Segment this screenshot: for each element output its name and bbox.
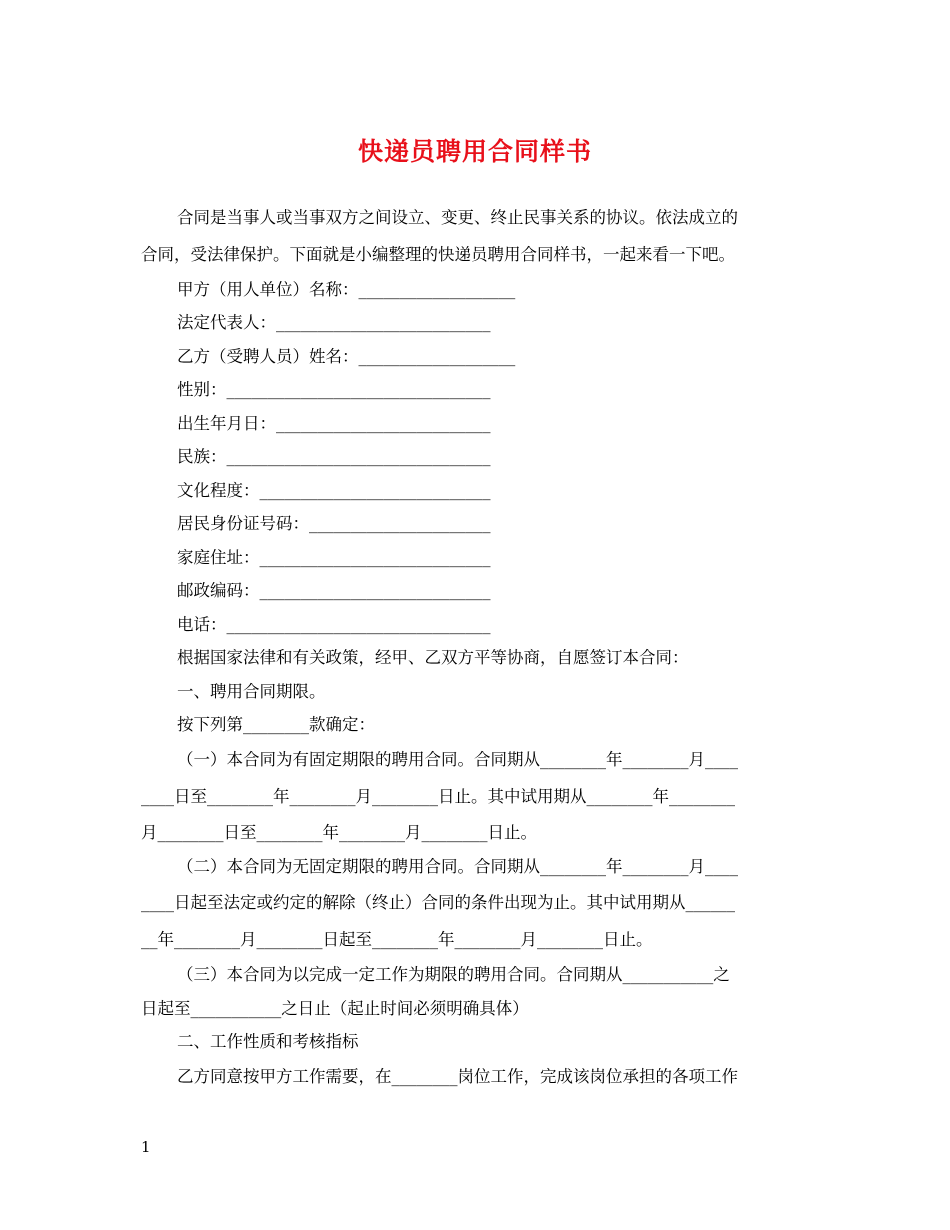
- section-heading: 一、聘用合同期限。: [177, 682, 326, 701]
- paragraph-line: 合同，受法律保护。下面就是小编整理的快递员聘用合同样书，一起来看一下吧。: [141, 245, 735, 264]
- form-field-employee-name: 乙方（受聘人员）姓名：___________________: [177, 347, 516, 366]
- form-field-gender: 性别：________________________________: [177, 380, 491, 399]
- form-field-id-number: 居民身份证号码：______________________: [177, 514, 491, 533]
- form-field-birth-date: 出生年月日：__________________________: [177, 414, 491, 433]
- paragraph-line: 合同是当事人或当事双方之间设立、变更、终止民事关系的协议。依法成立的: [177, 208, 738, 227]
- form-field-education: 文化程度：____________________________: [177, 481, 491, 500]
- form-field-legal-representative: 法定代表人：__________________________: [177, 313, 491, 332]
- paragraph-line: （二）本合同为无固定期限的聘用合同。合同期从________年________月____: [177, 857, 738, 876]
- form-field-phone: 电话：________________________________: [177, 615, 491, 634]
- paragraph-line: （一）本合同为有固定期限的聘用合同。合同期从________年________月____: [177, 750, 738, 769]
- document-title: 快递员聘用合同样书: [357, 137, 592, 166]
- paragraph-line: __年________月________日起至________年________月________日止。: [141, 930, 653, 949]
- paragraph-line: 日起至___________之日止（起止时间必须明确具体）: [141, 999, 529, 1018]
- form-field-postal-code: 邮政编码：____________________________: [177, 581, 491, 600]
- form-field-company-name: 甲方（用人单位）名称：___________________: [177, 280, 516, 299]
- paragraph-line: 根据国家法律和有关政策，经甲、乙双方平等协商，自愿签订本合同：: [177, 648, 689, 667]
- paragraph-line: 月________日至________年________月________日止。: [141, 823, 537, 842]
- page-number: 1: [141, 1138, 151, 1156]
- paragraph-line: （三）本合同为以完成一定工作为期限的聘用合同。合同期从___________之: [177, 965, 730, 984]
- form-field-ethnicity: 民族：________________________________: [177, 447, 491, 466]
- paragraph-line: ____日起至法定或约定的解除（终止）合同的条件出现为止。其中试用期从______: [141, 893, 735, 912]
- paragraph-line: 按下列第________款确定：: [177, 715, 375, 734]
- section-heading: 二、工作性质和考核指标: [177, 1032, 359, 1051]
- paragraph-line: ____日至________年________月________日止。其中试用期从________年________: [141, 787, 735, 806]
- paragraph-line: 乙方同意按甲方工作需要，在________岗位工作，完成该岗位承担的各项工作: [177, 1067, 738, 1086]
- form-field-address: 家庭住址：____________________________: [177, 548, 491, 567]
